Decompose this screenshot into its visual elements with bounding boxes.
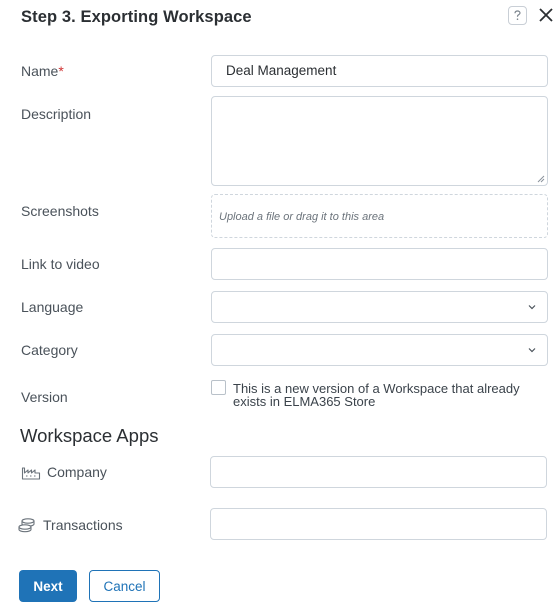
- resize-grip-icon[interactable]: [537, 175, 545, 183]
- screenshots-dropzone[interactable]: [211, 194, 548, 238]
- required-mark: *: [58, 63, 64, 79]
- new-version-checkbox[interactable]: [211, 380, 226, 395]
- category-select[interactable]: [211, 334, 548, 366]
- chevron-down-icon: [527, 302, 537, 312]
- app-transactions-label: [17, 517, 123, 533]
- category-label: Category: [21, 342, 78, 358]
- new-version-text: This is a new version of a Workspace that already exists in ELMA365 Store: [233, 381, 520, 409]
- app-company-input[interactable]: [210, 456, 547, 488]
- coins-stack-icon: [17, 517, 37, 533]
- name-input-value: Deal Management: [226, 63, 337, 78]
- screenshots-label: Screenshots: [21, 203, 99, 219]
- language-select[interactable]: [211, 291, 548, 323]
- help-icon: [513, 10, 522, 21]
- app-company-label: [21, 464, 107, 480]
- factory-icon: [21, 464, 41, 480]
- name-input[interactable]: [211, 55, 548, 87]
- app-company-text: Company: [47, 464, 107, 480]
- close-button[interactable]: [536, 5, 556, 25]
- chevron-down-icon: [527, 345, 537, 355]
- app-transactions-text: Transactions: [43, 517, 123, 533]
- close-icon: [538, 7, 554, 23]
- name-label: [21, 63, 64, 79]
- cancel-button[interactable]: Cancel: [89, 570, 160, 602]
- version-label: Version: [21, 389, 68, 405]
- workspace-apps-heading: Workspace Apps: [20, 425, 159, 446]
- link-to-video-input[interactable]: [211, 248, 548, 280]
- help-button[interactable]: [508, 6, 527, 25]
- description-textarea[interactable]: [211, 96, 548, 186]
- language-label: Language: [21, 299, 84, 315]
- next-button[interactable]: Next: [19, 570, 77, 602]
- dialog-title: Step 3. Exporting Workspace: [21, 8, 252, 26]
- description-label: Description: [21, 106, 92, 122]
- link-to-video-label: Link to video: [21, 256, 100, 272]
- app-transactions-input[interactable]: [210, 508, 547, 540]
- dropzone-placeholder: Upload a file or drag it to this area: [219, 211, 385, 223]
- name-label-text: Name: [21, 63, 59, 79]
